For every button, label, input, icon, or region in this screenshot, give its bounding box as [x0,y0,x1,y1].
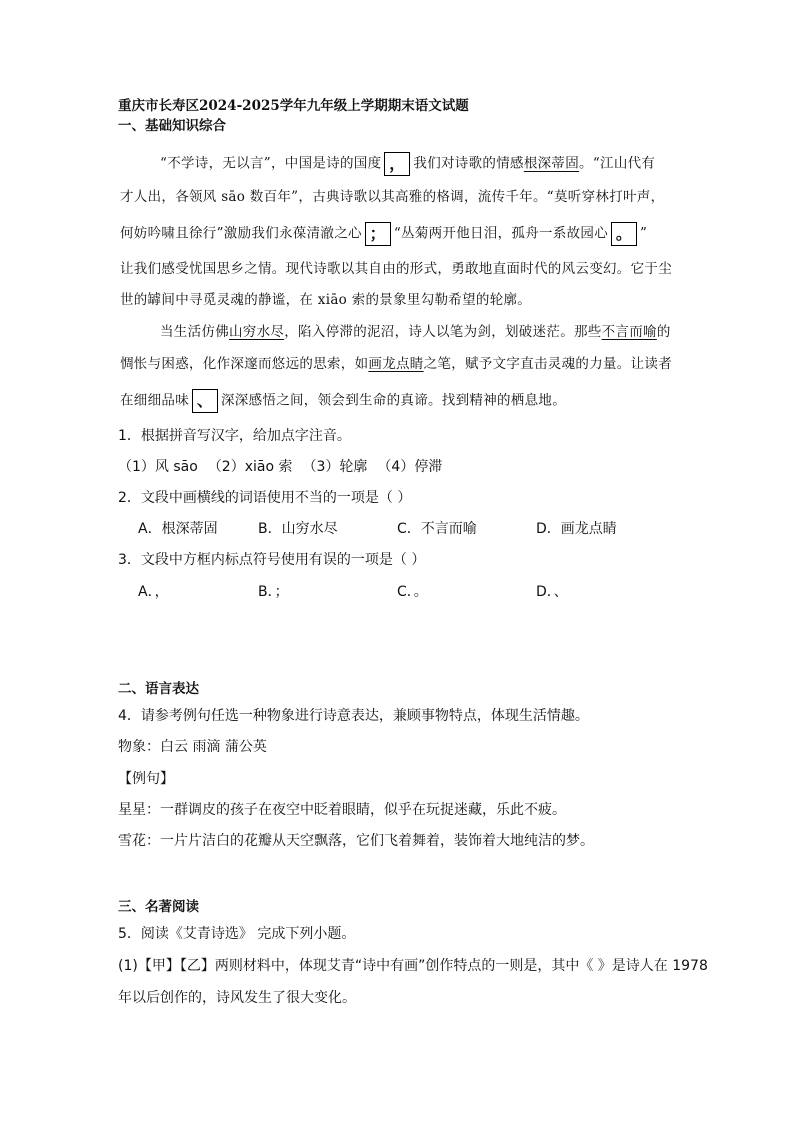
q2-option-a: A．根深蒂固 [138,521,218,537]
passage-text: 我们对诗歌的情感 [413,155,524,172]
question-1: 1．根据拼音写汉字，给加点字注音。 [118,428,351,444]
underlined-word-gensh: 根深蒂固 [523,155,580,172]
section-1-heading: 一、基础知识综合 [118,118,226,134]
example-sentence: 星星：一群调皮的孩子在夜空中眨着眼睛，似乎在玩捉迷藏，乐此不疲。 [118,802,566,818]
underlined-word-shanqiong: 山穷水尽 [229,324,285,340]
passage-text: 何妨吟啸且徐行”激励我们永葆清澈之心 [120,225,362,242]
punctuation-box-b: ； [365,222,391,246]
q2-option-b: B．山穷水尽 [258,521,338,537]
question-2: 2．文段中画横线的词语使用不当的一项是（ ） [118,490,412,506]
passage-line [160,152,655,176]
q2-option-d: D．画龙点睛 [536,521,617,537]
underlined-word-buyan: 不言而喻 [601,324,657,340]
section-2-heading: 二、语言表达 [118,681,199,697]
question-5-1-cont: 年以后创作的，诗风发生了很大变化。 [118,990,356,1006]
passage-text: 当生活仿佛 [160,324,229,340]
passage-line [120,389,566,413]
passage-text: “不学诗，无以言”，中国是诗的国度 [160,155,382,172]
passage-line [160,323,671,341]
q3-option-c: C．。 [397,584,428,600]
punctuation-box-d: 、 [192,389,218,413]
passage-text: 惆怅与困惑，化作深邃而悠远的思索，如 [120,356,369,372]
q1-item: （2）xiāo 索 [207,459,293,475]
question-1-items [118,458,442,476]
passage-text: 之笔，赋予文字直击灵魂的力量。让读者 [423,356,673,372]
question-5-1: (1)【甲】【乙】两则材料中，体现艾青“诗中有画”创作特点的一则是，其中《 》是诗人在 1978 [118,958,708,974]
passage-text: ，陷入停滞的泥沼，诗人以笔为剑，划破迷茫。那些 [284,324,602,340]
passage-text: 的 [656,324,671,340]
passage-line: 才人出，各领风 sāo 数百年”，古典诗歌以其高雅的格调，流传千年。“莫听穿林打叶声， [120,189,665,205]
passage-text: 在细细品味 [120,392,189,409]
passage-line [120,355,672,373]
objects-list: 物象：白云 雨滴 蒲公英 [118,739,267,755]
q3-option-a: A．， [138,584,169,600]
passage-text: 深深感悟之间，领会到生命的真谛。找到精神的栖息地。 [221,392,566,409]
passage-text: 。“江山代有 [579,155,656,172]
q1-item: （3）轮廓 [302,459,368,475]
question-4: 4．请参考例句任选一种物象进行诗意表达，兼顾事物特点，体现生活情趣。 [118,708,589,724]
document-title: 重庆市长寿区2024-2025学年九年级上学期期末语文试题 [118,98,469,114]
passage-line: 让我们感受忧国思乡之情。现代诗歌以其自由的形式，勇敢地直面时代的风云变幻。它于尘 [120,261,672,277]
q2-option-c: C．不言而喻 [397,521,477,537]
passage-line: 世的罅间中寻觅灵魂的静谧，在 xiāo 索的景象里勾勒希望的轮廓。 [120,292,532,308]
example-sentence: 雪花：一片片洁白的花瓣从天空飘落，它们飞着舞着，装饰着大地纯洁的梦。 [118,833,594,849]
question-3: 3．文段中方框内标点符号使用有误的一项是（ ） [118,552,426,568]
q3-option-d: D．、 [536,584,568,600]
passage-text: “丛菊两开他日泪，孤舟一系故园心 [393,225,609,242]
q1-item: （1）风 sāo [118,459,198,475]
passage-text: ” [640,225,648,242]
underlined-word-hualong: 画龙点睛 [368,356,424,372]
q3-option-b: B．； [258,584,289,600]
section-3-heading: 三、名著阅读 [118,899,199,915]
example-label: 【例句】 [118,771,174,787]
punctuation-box-a: ， [384,152,410,176]
question-5: 5．阅读《艾青诗选》 完成下列小题。 [118,926,356,942]
q1-item: （4）停滞 [377,459,443,475]
passage-line [120,222,647,246]
punctuation-box-c: 。 [611,222,637,246]
